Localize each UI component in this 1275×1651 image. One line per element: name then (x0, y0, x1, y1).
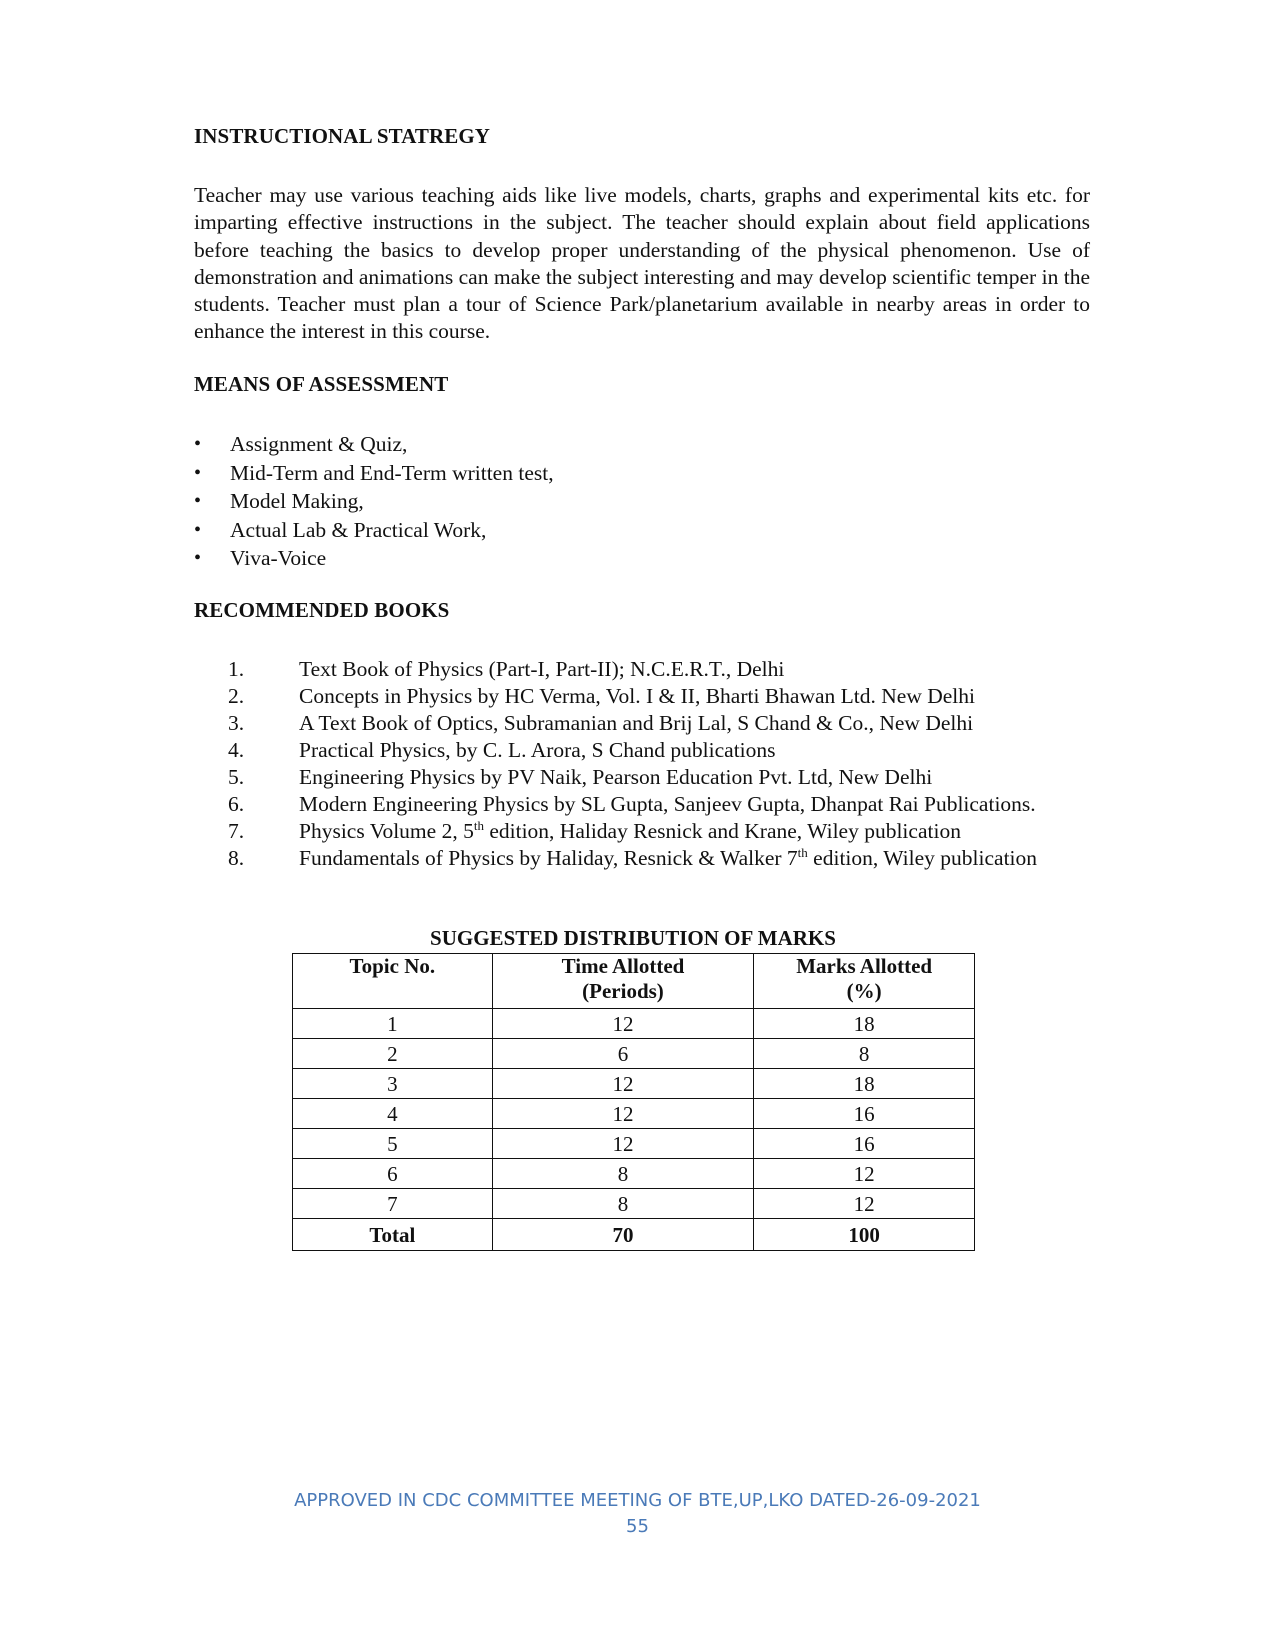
book-title-start: Physics Volume 2, 5 (299, 819, 474, 843)
book-item (228, 764, 1091, 791)
header-line: (Periods) (582, 979, 664, 1003)
assessment-item: • Mid-Term and End-Term written test, (194, 459, 554, 488)
header-line: Marks Allotted (796, 954, 933, 978)
assessment-item: • Actual Lab & Practical Work, (194, 516, 554, 545)
book-title: Concepts in Physics by HC Verma, Vol. I & II, Bharti Bhawan Ltd. New Delhi (299, 684, 975, 708)
cell-marks: 16 (754, 1099, 975, 1129)
book-number: 6. (228, 792, 245, 816)
table-row (293, 1099, 975, 1129)
book-item (228, 683, 1091, 710)
cell-periods: 8 (492, 1159, 754, 1189)
header-line: Time Allotted (561, 954, 685, 978)
cell-marks: 18 (754, 1069, 975, 1099)
table-total-row (293, 1219, 975, 1251)
book-title-end: edition, Wiley publication (807, 846, 1038, 870)
cell-periods: 12 (492, 1069, 754, 1099)
cell-periods: 8 (492, 1189, 754, 1219)
assessment-item: • Viva-Voice (194, 544, 554, 573)
table-row (293, 1129, 975, 1159)
cell-topic: 4 (293, 1099, 493, 1129)
book-title: A Text Book of Optics, Subramanian and Brij Lal, S Chand & Co., New Delhi (299, 711, 974, 735)
superscript: th (473, 817, 484, 833)
cell-periods: 6 (492, 1039, 754, 1069)
book-number: 1. (228, 657, 245, 681)
table-row (293, 1039, 975, 1069)
book-item (228, 710, 1091, 737)
book-item (228, 791, 1091, 818)
assessment-item: • Assignment & Quiz, (194, 430, 554, 459)
cell-periods: 12 (492, 1009, 754, 1039)
header-topic-no (293, 954, 493, 1009)
cell-topic: 6 (293, 1159, 493, 1189)
book-number: 8. (228, 846, 245, 870)
book-item (228, 845, 1091, 872)
footer-approval-note: APPROVED IN CDC COMMITTEE MEETING OF BTE,UP,LKO DATED-26-09-2021 (294, 1490, 981, 1511)
book-item (228, 656, 1091, 683)
table-row (293, 1009, 975, 1039)
instructional-strategy-heading: INSTRUCTIONAL STATREGY (194, 124, 491, 148)
cell-periods: 12 (492, 1129, 754, 1159)
header-line: Topic No. (349, 954, 436, 978)
book-title: Practical Physics, by C. L. Arora, S Chand publications (299, 738, 776, 762)
table-row (293, 1189, 975, 1219)
book-number: 5. (228, 765, 245, 789)
assessment-list (194, 430, 554, 573)
recommended-books-heading: RECOMMENDED BOOKS (194, 598, 450, 622)
table-row (293, 1159, 975, 1189)
assessment-item: • Model Making, (194, 487, 554, 516)
book-number: 2. (228, 684, 245, 708)
table-row (293, 1069, 975, 1099)
cell-marks: 12 (754, 1189, 975, 1219)
marks-table-title: SUGGESTED DISTRIBUTION OF MARKS (430, 926, 836, 950)
instructional-strategy-paragraph: Teacher may use various teaching aids like live models, charts, graphs and experimental kits etc. for imparting effective instructions in the subject. The teacher should explain about field applications before teaching the basics to develop proper understanding of the physical phenomenon. Use of demonstration and animations can make the subject interesting and may develop scientific temper in the students. Teacher must plan a tour of Science Park/planetarium available in nearby areas in order to enhance the interest in this course. (194, 183, 1090, 344)
cell-topic: 2 (293, 1039, 493, 1069)
cell-topic: 5 (293, 1129, 493, 1159)
header-line: (%) (846, 979, 882, 1003)
cell-total-periods: 70 (492, 1219, 754, 1251)
book-title: Text Book of Physics (Part-I, Part-II); N.C.E.R.T., Delhi (299, 657, 785, 681)
cell-topic: 3 (293, 1069, 493, 1099)
book-title: Modern Engineering Physics by SL Gupta, Sanjeev Gupta, Dhanpat Rai Publications. (299, 792, 1036, 816)
recommended-books-list (228, 656, 1091, 872)
book-title: Engineering Physics by PV Naik, Pearson Education Pvt. Ltd, New Delhi (299, 765, 933, 789)
marks-distribution-table (292, 953, 975, 1251)
means-of-assessment-heading: MEANS OF ASSESSMENT (194, 372, 449, 396)
book-number: 3. (228, 711, 245, 735)
book-item (228, 737, 1091, 764)
book-number: 4. (228, 738, 245, 762)
book-title-start: Fundamentals of Physics by Haliday, Resnick & Walker 7 (299, 846, 798, 870)
header-marks-allotted (754, 954, 975, 1009)
cell-periods: 12 (492, 1099, 754, 1129)
cell-marks: 12 (754, 1159, 975, 1189)
cell-marks: 18 (754, 1009, 975, 1039)
book-item (228, 818, 1091, 845)
cell-total-label: Total (293, 1219, 493, 1251)
book-title-end: edition, Haliday Resnick and Krane, Wiley publication (483, 819, 961, 843)
cell-total-marks: 100 (754, 1219, 975, 1251)
cell-topic: 1 (293, 1009, 493, 1039)
header-time-allotted (492, 954, 754, 1009)
cell-marks: 16 (754, 1129, 975, 1159)
cell-topic: 7 (293, 1189, 493, 1219)
book-number: 7. (228, 819, 245, 843)
page-number: 55 (626, 1516, 649, 1537)
table-header-row (293, 954, 975, 1009)
cell-marks: 8 (754, 1039, 975, 1069)
superscript: th (797, 844, 808, 860)
